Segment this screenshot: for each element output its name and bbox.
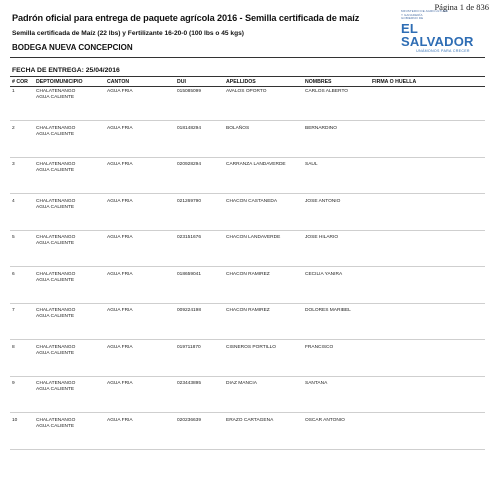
row-divider bbox=[10, 157, 485, 158]
row-dui: 018659041 bbox=[177, 271, 202, 277]
row-canton: AGUA FRIA bbox=[107, 89, 133, 94]
header-dui: DUI bbox=[177, 79, 186, 85]
top-divider bbox=[10, 57, 485, 58]
row-municipio: AGUA CALIENTE bbox=[36, 204, 75, 210]
row-municipio: AGUA CALIENTE bbox=[36, 350, 75, 356]
row-dui: 020928294 bbox=[177, 162, 202, 167]
row-canton: AGUA FRIA bbox=[107, 162, 133, 167]
header-firma: FIRMA O HUELLA bbox=[372, 79, 417, 85]
row-nombres: SANTANA bbox=[305, 381, 328, 386]
row-divider bbox=[10, 376, 485, 377]
row-apellidos: ERAZO CARTAGENA bbox=[226, 417, 274, 423]
table-row bbox=[0, 272, 495, 308]
row-dui: 018148294 bbox=[177, 125, 202, 131]
row-nombres: JOSE HILARIO bbox=[305, 235, 339, 240]
page-number: Página 1 de 836 bbox=[434, 2, 489, 12]
row-dui: 023151676 bbox=[177, 235, 202, 240]
row-dui: 015085099 bbox=[177, 89, 202, 94]
row-number: 4 bbox=[12, 198, 15, 204]
row-nombres: JOSE ANTONIO bbox=[305, 198, 341, 204]
header-bottom-divider bbox=[10, 86, 485, 87]
table-row bbox=[0, 418, 495, 454]
table-row bbox=[0, 381, 495, 417]
row-dui: 019711870 bbox=[177, 344, 201, 350]
row-dui: 021269790 bbox=[177, 198, 202, 204]
row-divider bbox=[10, 193, 485, 194]
row-departamento: CHALATENANGO bbox=[36, 344, 76, 350]
row-number: 2 bbox=[12, 125, 15, 131]
logo-ministry-line-2: Y GANADERÍA bbox=[401, 12, 423, 17]
row-municipio: AGUA CALIENTE bbox=[36, 423, 75, 429]
logo-gobierno-line: GOBIERNO DE bbox=[401, 16, 424, 21]
logo-tagline: UNÁMONOS PARA CRECER bbox=[416, 48, 470, 53]
document-subtitle: Semilla certificada de Maíz (22 lbs) y Fertilizante 16-20-0 (100 lbs o 45 kgs) bbox=[12, 30, 244, 37]
row-dui: 009224198 bbox=[177, 308, 202, 313]
header-num: # COR bbox=[12, 79, 28, 85]
row-apellidos: BOLAÑOS bbox=[226, 125, 250, 131]
header-top-divider bbox=[10, 76, 485, 77]
header-apellidos: APELLIDOS bbox=[226, 79, 256, 85]
row-nombres: BERNARDINO bbox=[305, 125, 337, 131]
row-apellidos: DIAZ MANCIA bbox=[226, 381, 257, 386]
table-row bbox=[0, 235, 495, 271]
row-divider bbox=[10, 339, 485, 340]
row-apellidos: CISNEROS PORTILLO bbox=[226, 344, 277, 350]
row-apellidos: CARRANZA LANDAVERDE bbox=[226, 162, 286, 167]
row-divider bbox=[10, 120, 485, 121]
row-departamento: CHALATENANGO bbox=[36, 89, 76, 94]
document-title: Padrón oficial para entrega de paquete agrícola 2016 - Semilla certificada de maíz bbox=[12, 13, 360, 23]
row-nombres: CECILIA YANIRA bbox=[305, 271, 343, 277]
row-divider bbox=[10, 230, 485, 231]
row-apellidos: CHACON LANDAVERDE bbox=[226, 235, 281, 240]
row-canton: AGUA FRIA bbox=[107, 308, 133, 313]
row-canton: AGUA FRIA bbox=[107, 417, 133, 423]
row-apellidos: CHACON RAMIREZ bbox=[226, 308, 270, 313]
row-number: 6 bbox=[12, 271, 15, 277]
row-municipio: AGUA CALIENTE bbox=[36, 314, 75, 319]
row-departamento: CHALATENANGO bbox=[36, 125, 76, 131]
header-canton: CANTON bbox=[107, 79, 130, 85]
row-municipio: AGUA CALIENTE bbox=[36, 241, 75, 246]
row-departamento: CHALATENANGO bbox=[36, 235, 76, 240]
row-divider bbox=[10, 266, 485, 267]
table-row bbox=[0, 308, 495, 344]
table-row bbox=[0, 199, 495, 235]
header-depto: DEPTO/MUNICIPIO bbox=[36, 79, 83, 85]
table-row bbox=[0, 345, 495, 381]
delivery-date: FECHA DE ENTREGA: 25/04/2016 bbox=[12, 67, 120, 74]
row-nombres: SAUL bbox=[305, 162, 318, 167]
row-municipio: AGUA CALIENTE bbox=[36, 131, 75, 137]
row-divider bbox=[10, 303, 485, 304]
table-row bbox=[0, 89, 495, 125]
row-departamento: CHALATENANGO bbox=[36, 308, 76, 313]
row-divider bbox=[10, 449, 485, 450]
row-departamento: CHALATENANGO bbox=[36, 198, 76, 204]
el-salvador-logo bbox=[401, 9, 485, 53]
row-departamento: CHALATENANGO bbox=[36, 271, 76, 277]
row-departamento: CHALATENANGO bbox=[36, 381, 76, 386]
row-municipio: AGUA CALIENTE bbox=[36, 95, 75, 100]
row-departamento: CHALATENANGO bbox=[36, 417, 76, 423]
row-number: 5 bbox=[12, 235, 15, 240]
row-nombres: OSCAR ANTONIO bbox=[305, 417, 345, 423]
row-number: 3 bbox=[12, 162, 15, 167]
row-canton: AGUA FRIA bbox=[107, 344, 133, 350]
table-row bbox=[0, 126, 495, 162]
row-dui: 020236639 bbox=[177, 417, 202, 423]
row-canton: AGUA FRIA bbox=[107, 271, 133, 277]
row-canton: AGUA FRIA bbox=[107, 125, 133, 131]
row-canton: AGUA FRIA bbox=[107, 198, 133, 204]
row-municipio: AGUA CALIENTE bbox=[36, 387, 75, 392]
logo-name: EL SALVADOR bbox=[401, 20, 474, 49]
row-municipio: AGUA CALIENTE bbox=[36, 168, 75, 173]
row-apellidos: AVALOS OPORTO bbox=[226, 89, 267, 94]
warehouse-name: BODEGA NUEVA CONCEPCION bbox=[12, 43, 133, 52]
row-nombres: CARLOS ALBERTO bbox=[305, 89, 349, 94]
row-canton: AGUA FRIA bbox=[107, 381, 133, 386]
table-row bbox=[0, 162, 495, 198]
row-number: 7 bbox=[12, 308, 15, 313]
header-nombres: NOMBRES bbox=[305, 79, 332, 85]
row-dui: 023443895 bbox=[177, 381, 202, 386]
row-number: 1 bbox=[12, 89, 15, 94]
row-divider bbox=[10, 412, 485, 413]
row-number: 8 bbox=[12, 344, 15, 350]
row-nombres: DOLORES MARIBEL bbox=[305, 308, 351, 313]
row-departamento: CHALATENANGO bbox=[36, 162, 76, 167]
row-canton: AGUA FRIA bbox=[107, 235, 133, 240]
row-number: 9 bbox=[12, 381, 15, 386]
row-apellidos: CHACON RAMIREZ bbox=[226, 271, 270, 277]
row-number: 10 bbox=[12, 417, 18, 423]
row-nombres: FRANCISCO bbox=[305, 344, 334, 350]
row-municipio: AGUA CALIENTE bbox=[36, 277, 75, 283]
row-apellidos: CHACON CASTANEDA bbox=[226, 198, 278, 204]
logo-ministry-line-1: MINISTERIO DE AGRICULTURA bbox=[401, 9, 448, 13]
